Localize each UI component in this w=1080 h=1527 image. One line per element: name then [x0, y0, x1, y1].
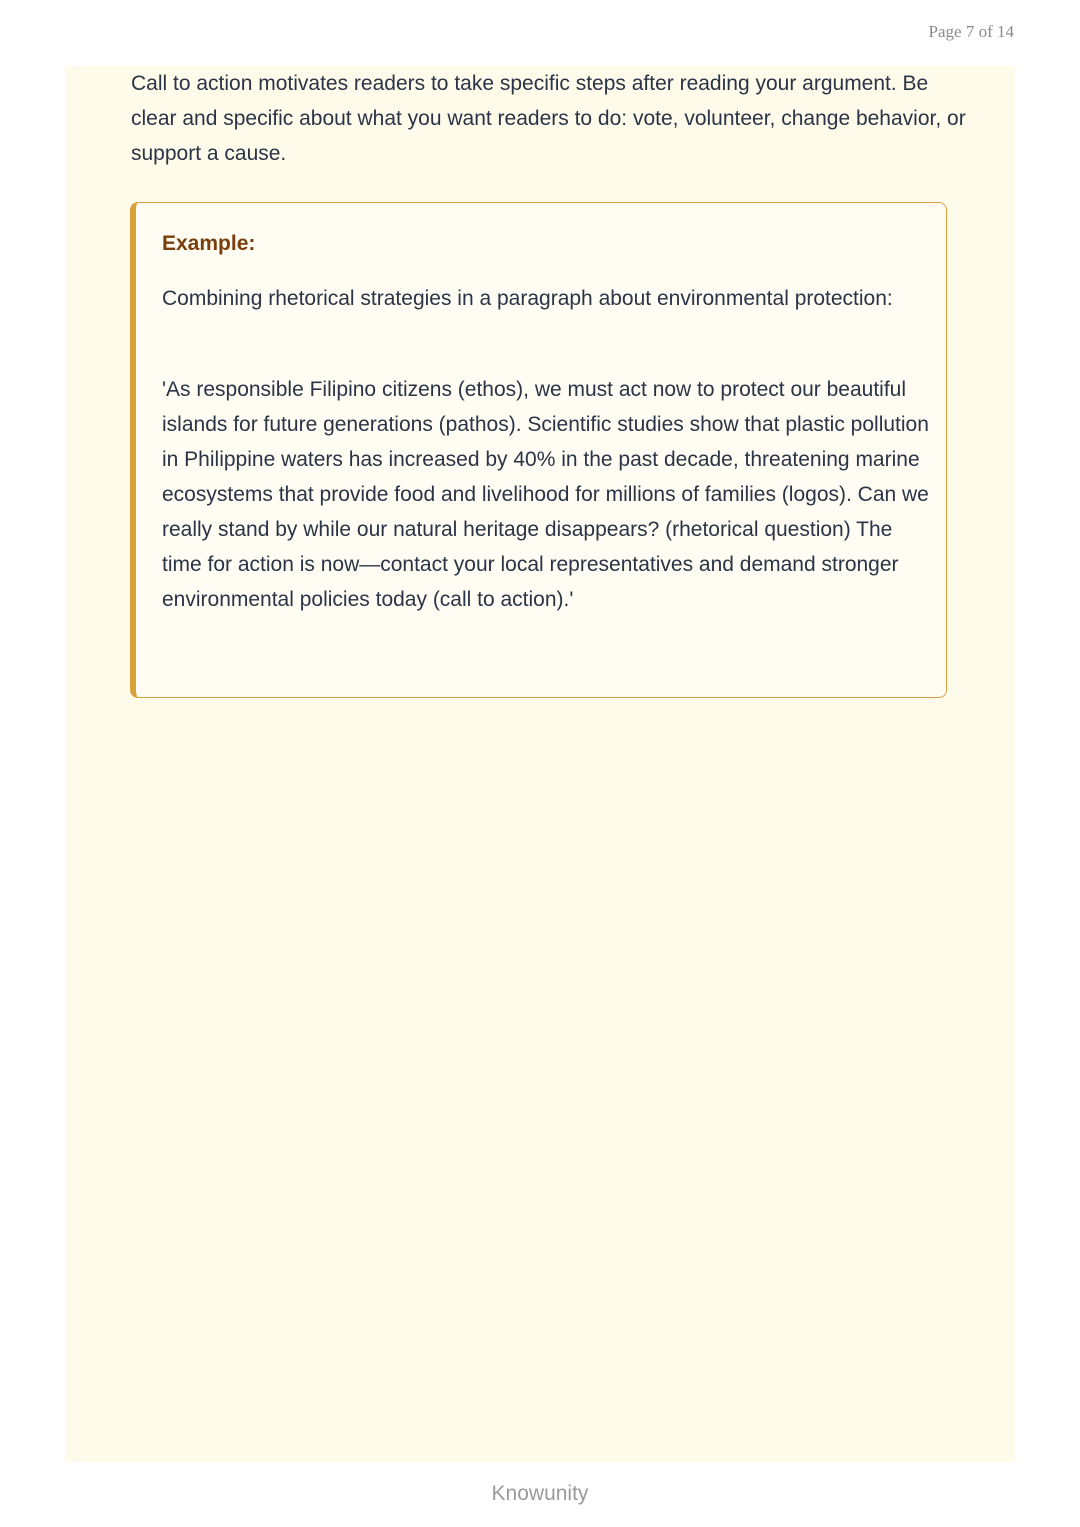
example-heading: Example:: [162, 232, 256, 255]
example-box: [130, 202, 947, 698]
example-intro: Combining rhetorical strategies in a paragraph about environmental protection:: [162, 287, 893, 310]
page-number: Page 7 of 14: [928, 22, 1014, 41]
content-area: [65, 66, 1015, 1462]
footer-brand: Knowunity: [491, 1482, 589, 1505]
example-quote: 'As responsible Filipino citizens (ethos), we must act now to protect our beautiful islands for future generations (pathos). Scientific studies show that plastic pollution in Philippine waters has increased by 40% in the past decade, threatening marine ecosystems that provide food and livelihood for millions of families (logos). Can we really stand by while our natural heritage disappears? (rhetorical question) The time for action is now—contact your local representatives and demand stronger environmental policies today (call to action).': [162, 378, 929, 611]
intro-paragraph: Call to action motivates readers to take specific steps after reading your argument. Be clear and specific about what you want readers to do: vote, volunteer, change behavior, or support a cause.: [131, 72, 966, 165]
